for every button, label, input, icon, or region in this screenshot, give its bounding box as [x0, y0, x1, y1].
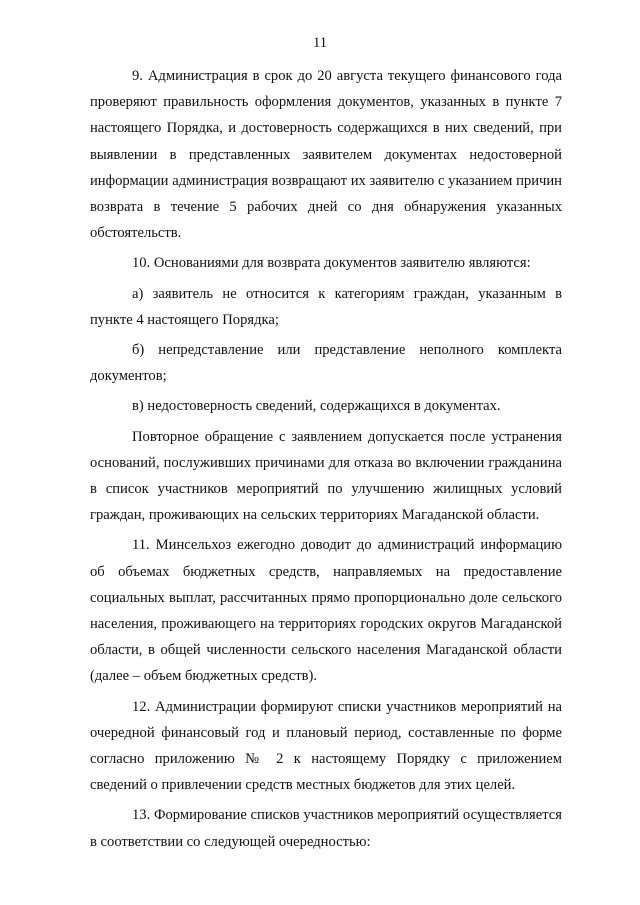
- list-item-b: б) непредставление или представление неполного комплекта документов;: [90, 342, 562, 385]
- paragraph-13: 13. Формирование списков участников мероприятий осуществляется в соответствии со следующей очередностью:: [90, 807, 562, 850]
- paragraph-11: 11. Минсельхоз ежегодно доводит до администраций информацию об объемах бюджетных средств, направляемых на предоставление социальных выплат, рассчитанных прямо пропорционально доле сельского населения, проживающего на территориях городских округов Магаданской области, в общей численности сельского населения Магаданской области (далее – объем бюджетных средств).: [90, 537, 562, 685]
- paragraph-9: 9. Администрация в срок до 20 августа текущего финансового года проверяют правильность оформления документов, указанных в пункте 7 настоящего Порядка, и достоверность содержащихся в них сведений, при выявлении в представленных заявителем документах недостоверной информации администрация возвращают их заявителю с указанием причин возврата в течение 5 рабочих дней со дня обнаружения указанных обстоятельств.: [90, 68, 562, 242]
- list-item-v: в) недостоверность сведений, содержащихся в документах.: [132, 398, 501, 415]
- list-item-a: а) заявитель не относится к категориям граждан, указанным в пункте 4 настоящего Порядка;: [90, 285, 562, 328]
- page-number: 11: [313, 35, 327, 51]
- paragraph-10: 10. Основаниями для возврата документов заявителю являются:: [132, 255, 531, 272]
- document-body: [90, 63, 562, 855]
- paragraph-12: 12. Администрации формируют списки участников мероприятий на очередной финансовый год и плановый период, составленные по форме согласно приложению № 2 к настоящему Порядку с приложением сведений о привлечении средств местных бюджетов для этих целей.: [90, 698, 562, 794]
- paragraph-repeat-appeal: Повторное обращение с заявлением допускается после устранения оснований, послуживших причинами для отказа во включении гражданина в список участников мероприятий по улучшению жилищных условий граждан, проживающих на сельских территориях Магаданской области.: [90, 428, 562, 524]
